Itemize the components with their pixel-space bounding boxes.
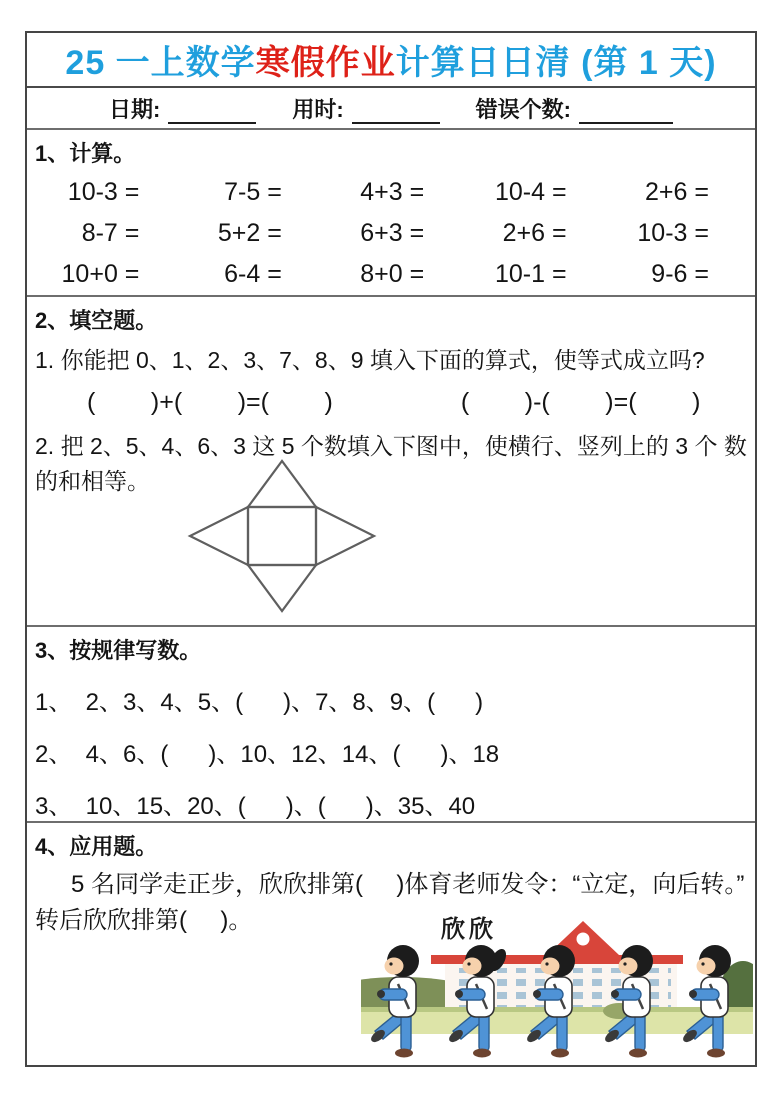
addition-blank-equation: ( )+( )=( ) [87,388,333,416]
calc-cell: 2+6 = [502,219,567,247]
date-blank-line [168,98,256,124]
worksheet-page [25,31,757,1067]
calc-cell: 6-4 = [224,260,282,288]
calc-cell: 10-1 = [495,260,567,288]
pattern-line: 1、 2、3、4、5、( )、7、8、9、( ) [35,689,484,716]
pattern-line: 3、 10、15、20、( )、( )、35、40 [35,793,476,820]
word-problem-line1: 5 名同学走正步，欣欣排第( )体育老师发令：“立定，向后转。” [71,871,745,898]
section3-heading: 3、按规律写数。 [35,638,202,663]
time-blank-line [352,98,440,124]
fill-q2-text [35,429,747,499]
date-group [109,93,256,124]
calc-grid [35,172,747,295]
title-day-part: 计算日日清 (第 1 天) [395,44,717,82]
calc-cell: 8-7 = [81,219,140,247]
title-grade-part: 25 一上数学 [65,44,256,82]
section-fill-blank [27,297,755,627]
calc-cell: 4+3 = [360,178,425,206]
errors-blank-line [579,98,673,124]
date-label: 日期: [109,96,161,122]
section4-heading: 4、应用题。 [35,834,158,859]
meta-row [27,88,755,130]
word-problem-line2: 转后欣欣排第( )。 [35,907,253,934]
page-title [27,33,755,88]
subtraction-blank-equation: ( )-( )=( ) [460,388,701,416]
calc-cell: 10-3 = [637,219,709,247]
errors-label: 错误个数: [475,96,571,122]
title-holiday-part: 寒假作业 [255,44,396,82]
section1-heading: 1、计算。 [35,141,136,166]
calc-cell: 10+0 = [61,260,140,288]
errors-group [476,93,673,124]
student-5 [681,945,731,1058]
section-number-pattern [27,627,755,823]
calc-cell: 10-3 = [67,178,140,206]
fill-q1-equations [35,388,747,417]
fill-q2-line1: 2. 把 2、5、4、6、3 这 5 个数填入下图中，使横行、竖列上的 3 个 数 [35,433,747,459]
fill-q2-line2: 的和相等。 [35,468,150,494]
marching-students-illustration [361,911,753,1061]
section-calculation [27,130,755,297]
xinxin-label: 欣欣 [441,916,497,943]
calc-cell: 10-4 = [495,178,567,206]
pattern-line: 2、 4、6、( )、10、12、14、( )、18 [35,741,500,768]
time-group [292,93,439,124]
pyramid-net-figure [177,455,389,615]
calc-cell: 5+2 = [217,219,282,247]
section-word-problem [27,823,755,1065]
section2-heading: 2、填空题。 [35,308,158,333]
calc-cell: 9-6 = [651,260,709,288]
time-label: 用时: [292,96,344,122]
calc-cell: 6+3 = [360,219,425,247]
calc-cell: 8+0 = [360,260,425,288]
fill-q1-text: 1. 你能把 0、1、2、3、7、8、9 填入下面的算式，使等式成立吗? [35,347,705,373]
calc-cell: 7-5 = [224,178,282,206]
calc-cell: 2+6 = [645,178,709,206]
